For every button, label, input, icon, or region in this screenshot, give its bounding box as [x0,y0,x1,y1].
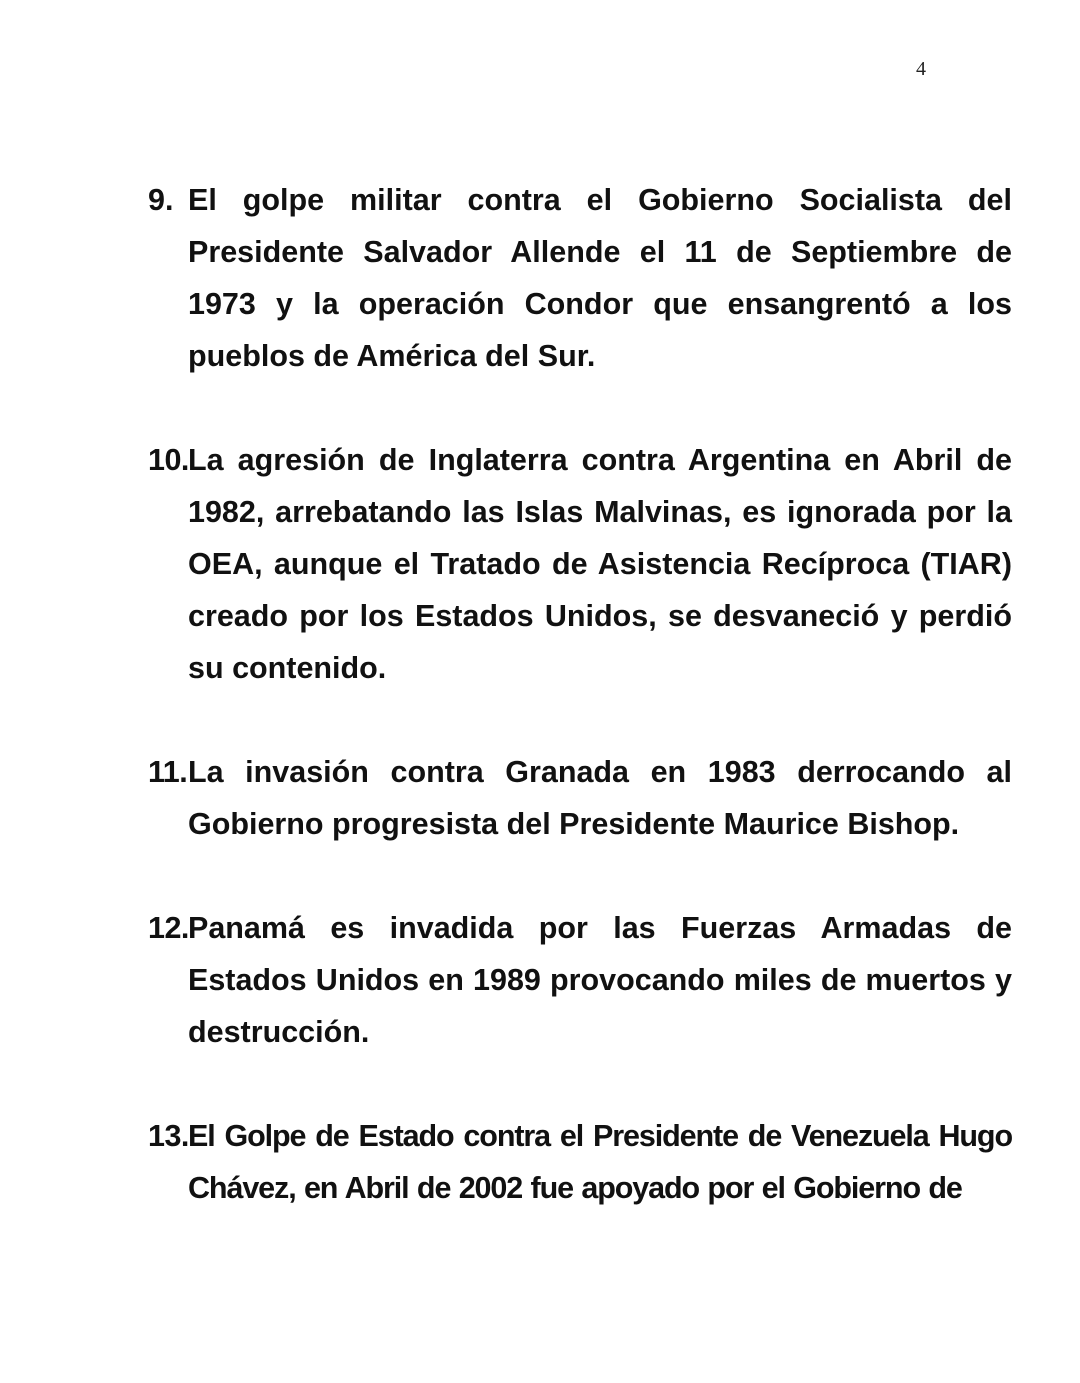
list-item-text: El golpe militar contra el Gobierno Socialista del Presidente Salvador Allende el 11 de Septiembre de 1973 y la operación Condor que ensangrentó a los pueblos de América del Sur. [188,183,1012,373]
list-item-13 [148,1110,1012,1214]
list-item-number: 10. [148,443,189,477]
list-item-12 [148,902,1012,1058]
list-item-number: 13. [148,1119,189,1153]
page-number: 4 [916,58,926,80]
list-item-number: 11. [148,755,188,789]
list-item-10 [148,434,1012,694]
list-item-text: La agresión de Inglaterra contra Argentina en Abril de 1982, arrebatando las Islas Malvinas, es ignorada por la OEA, aunque el Tratado de Asistencia Recíproca (TIAR) creado por los Estados Unidos, se desvaneció y perdió su contenido. [188,443,1012,685]
list-item-11 [148,746,1012,850]
list-item-text: El Golpe de Estado contra el Presidente de Venezuela Hugo Chávez, en Abril de 2002 fue apoyado por el Gobierno de [188,1119,1012,1205]
list-item-text: Panamá es invadida por las Fuerzas Armadas de Estados Unidos en 1989 provocando miles de muertos y destrucción. [188,911,1012,1049]
list-item-number: 12. [148,911,189,945]
numbered-list [148,174,1012,1214]
list-item-9 [148,174,1012,382]
list-item-text: La invasión contra Granada en 1983 derrocando al Gobierno progresista del Presidente Maurice Bishop. [188,755,1012,841]
list-item-number: 9. [148,183,174,217]
